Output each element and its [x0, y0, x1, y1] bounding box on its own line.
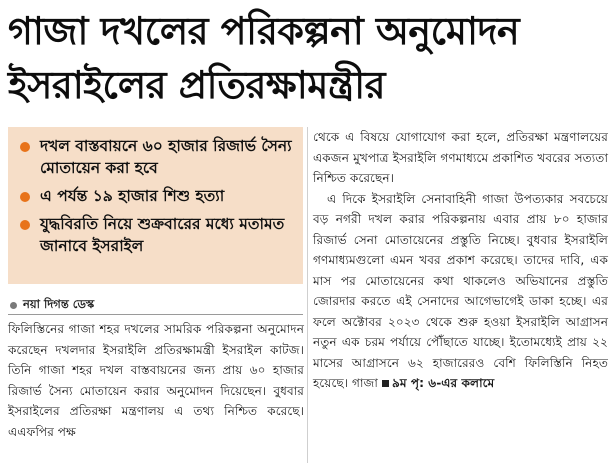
continued-reference: ৯ম পৃ: ৬-এর কলামে: [391, 376, 495, 390]
headline: [8, 4, 608, 112]
body-column-right: [313, 127, 608, 394]
body-paragraph-text: এ দিকে ইসরাইলি সেনাবাহিনী গাজা উপত্যকার সবচেয়ে বড় নগরী দখল করার পরিকল্পনায় এবার প্রায় ৮০ হাজার রিজার্ভ সেনা মোতায়েনের প্রস্তুতি নিচ্ছে। বুধবার ইসরাইলি গণমাধ্যমগুলো এমন খবর প্রকাশ করেছে। তাদের দাবি, এক মাস পর মোতায়েনের কথা থাকলেও অভিযানের প্রস্তুতি জোরদার করতে এই সেনাদের আগেভাগেই ডাকা হচ্ছে। এর ফলে অক্টোবর ২০২৩ থেকে শুরু হওয়া ইসরাইলি আগ্রাসন নতুন এক চরম পর্যায়ে পৌঁছাতে যাচ্ছে। ইতোমধ্যেই প্রায় ২২ মাসের আগ্রাসনে ৬২ হাজারেরও বেশি ফিলিস্তিনি নিহত হয়েছে। গাজা: [313, 191, 608, 390]
bullet-icon: [20, 220, 30, 230]
highlight-text: এ পর্যন্ত ১৯ হাজার শিশু হত্যা: [40, 187, 225, 205]
bullet-icon: [20, 192, 30, 202]
column-divider: [307, 127, 308, 463]
body-paragraph: ফিলিস্তিনের গাজা শহর দখলের সামরিক পরিকল্পনা অনুমোদন করেছেন দখলদার ইসরাইলি প্রতিরক্ষামন্ত্রী ইসরাইল কাটজ। তিনি গাজা শহর দখল বাস্তবায়নের জন্য প্রায় ৬০ হাজার রিজার্ভ সৈন্য মোতায়েন করার অনুমোদন দিয়েছেন। বুধবার ইসরাইলের প্রতিরক্ষা মন্ত্রণালয় এ তথ্য নিশ্চিত করেছে। এএফপির পক্ষ: [8, 322, 304, 439]
body-paragraph: [313, 189, 608, 394]
highlights-box: [8, 127, 303, 284]
byline: [10, 296, 94, 315]
headline-line-2: ইসরাইলের প্রতিরক্ষামন্ত্রীর: [8, 63, 385, 107]
highlight-item: [16, 213, 295, 257]
highlight-item: [16, 135, 295, 179]
body-paragraph: থেকে এ বিষয়ে যোগাযোগ করা হলে, প্রতিরক্ষা মন্ত্রণালয়ের একজন মুখপাত্র ইসরাইলি গণমাধ্যমে প্রকাশিত খবরের সত্যতা নিশ্চিত করেছেন।: [313, 130, 608, 185]
highlight-text: যুদ্ধবিরতি নিয়ে শুক্রবারের মধ্যে মতামত জানাবে ইসরাইল: [40, 215, 285, 255]
byline-dot-icon: [10, 302, 17, 309]
byline-rule: [8, 314, 303, 315]
byline-text: নয়া দিগন্ত ডেস্ক: [23, 297, 95, 311]
highlight-item: [16, 185, 295, 207]
highlight-text: দখল বাস্তবায়নে ৬০ হাজার রিজার্ভ সৈন্য মোতায়েন করা হবে: [40, 137, 292, 177]
body-column-left: [8, 319, 304, 442]
headline-line-1: গাজা দখলের পরিকল্পনা অনুমোদন: [8, 9, 520, 53]
continued-square-icon: [382, 380, 389, 387]
bullet-icon: [20, 142, 30, 152]
